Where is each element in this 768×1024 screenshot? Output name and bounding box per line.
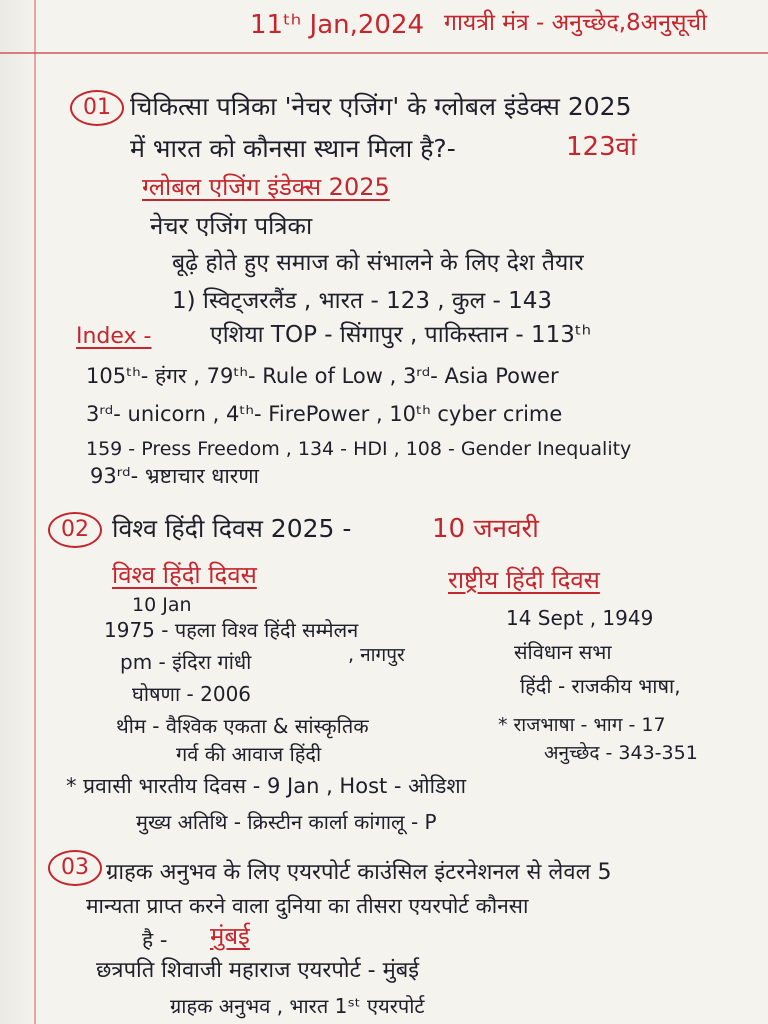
q2-note-line2: मुख्य अतिथि - क्रिस्टीन कार्ला कांगालू - P <box>136 810 437 834</box>
q1-question-line2: में भारत को कौनसा स्थान मिला है?- <box>130 134 456 163</box>
q1-heading: ग्लोबल एजिंग इंडेक्स 2025 <box>142 173 390 201</box>
q2-answer: 10 जनवरी <box>432 514 539 544</box>
q3-line1: ग्राहक अनुभव के लिए एयरपोर्ट काउंसिल इंटरनेशनल से लेवल 5 <box>106 860 612 885</box>
question-number-01: 01 <box>70 90 124 126</box>
q3-line3: है - <box>142 928 168 952</box>
q2-right-line5: अनुच्छेद - 343-351 <box>544 742 698 764</box>
q2-left-line5: थीम - वैश्विक एकता & सांस्कृतिक <box>116 714 369 738</box>
margin-line <box>34 0 36 1024</box>
q2-right-line3: हिंदी - राजकीय भाषा, <box>520 674 681 698</box>
q1-line3: 1) स्विट्जरलैंड , भारत - 123 , कुल - 143 <box>172 288 552 314</box>
index-line3: 159 - Press Freedom , 134 - HDI , 108 - Gender Inequality <box>86 438 632 460</box>
q2-right-heading: राष्ट्रीय हिंदी दिवस <box>448 566 600 594</box>
index-line4: 93ʳᵈ- भ्रष्टाचार धारणा <box>90 464 259 488</box>
q2-right-line4: * राजभाषा - भाग - 17 <box>498 714 666 736</box>
header-topic: गायत्री मंत्र - अनुच्छेद,8अनुसूची <box>444 10 708 36</box>
q3-line4: छत्रपति शिवाजी महाराज एयरपोर्ट - मुंबई <box>96 958 420 983</box>
q2-left-line2: 1975 - पहला विश्व हिंदी सम्मेलन <box>104 618 359 642</box>
index-line2: 3ʳᵈ- unicorn , 4ᵗʰ- FirePower , 10ᵗʰ cyber crime <box>86 402 563 426</box>
header-date: 11ᵗʰ Jan,2024 <box>250 10 425 40</box>
q2-right-line2: संविधान सभा <box>514 640 612 664</box>
question-number-02: 02 <box>48 512 102 548</box>
q2-left-line4: घोषणा - 2006 <box>132 682 252 706</box>
q2-note-line1: * प्रवासी भारतीय दिवस - 9 Jan , Host - ओडिशा <box>66 774 467 798</box>
q1-line4: एशिया TOP - सिंगापुर , पाकिस्तान - 113ᵗʰ <box>210 322 592 348</box>
q1-question-line1: चिकित्सा पत्रिका 'नेचर एजिंग' के ग्लोबल इंडेक्स 2025 <box>130 92 632 121</box>
index-line1: 105ᵗʰ- हंगर , 79ᵗʰ- Rule of Low , 3ʳᵈ- Asia Power <box>86 364 559 388</box>
q3-answer: मुंबई <box>210 922 250 950</box>
q2-left-line1: 10 Jan <box>132 594 192 616</box>
q2-left-line2b: , नागपुर <box>348 644 405 666</box>
q1-answer: 123वां <box>566 132 637 162</box>
header-rule <box>0 52 768 54</box>
q1-line2: बूढ़े होते हुए समाज को संभालने के लिए देश तैयार <box>172 250 584 276</box>
question-number-03: 03 <box>48 850 102 886</box>
index-label: Index - <box>76 324 152 349</box>
q2-left-line3: pm - इंदिरा गांधी <box>120 650 252 674</box>
q3-line2: मान्यता प्राप्त करने वाला दुनिया का तीसरा एयरपोर्ट कौनसा <box>86 894 529 918</box>
q3-line5: ग्राहक अनुभव , भारत 1ˢᵗ एयरपोर्ट <box>170 994 425 1018</box>
q2-left-heading: विश्व हिंदी दिवस <box>112 561 257 589</box>
q2-left-line6: गर्व की आवाज हिंदी <box>176 742 322 766</box>
q2-right-line1: 14 Sept , 1949 <box>506 606 654 630</box>
q1-line1: नेचर एजिंग पत्रिका <box>150 212 313 240</box>
q2-question: विश्व हिंदी दिवस 2025 - <box>112 514 352 543</box>
